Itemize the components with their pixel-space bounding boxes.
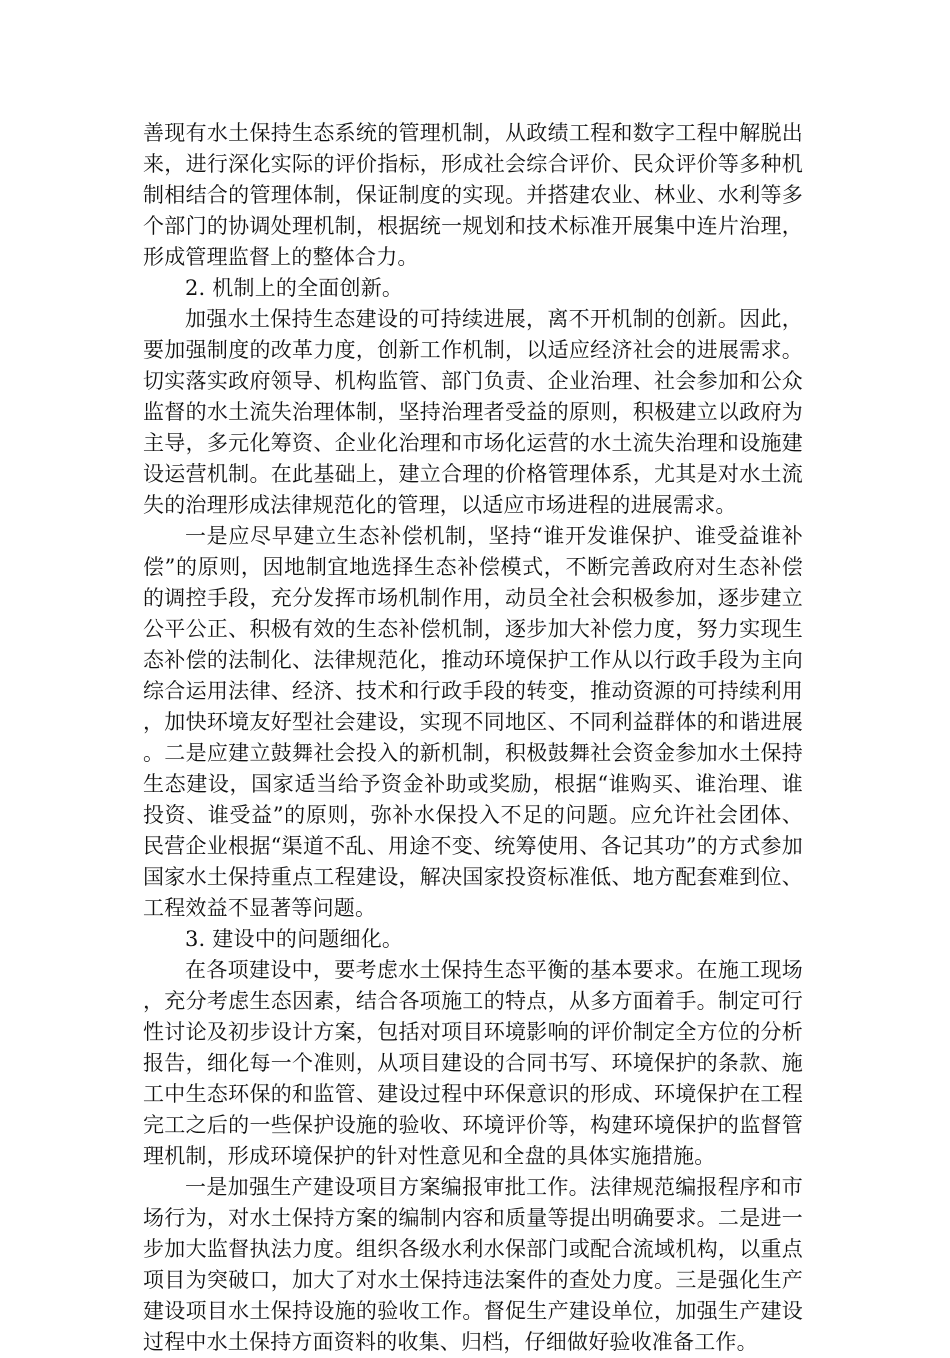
paragraph-mechanism-innovation: 加强水土保持生态建设的可持续进展，离不开机制的创新。因此，要加强制度的改革力度，创新工作机制，以适应经济社会的进展需求。切实落实政府领导、机构监管、部门负责、企业治理、社会参加和公众监督的水土流失治理体制，坚持治理者受益的原则，积极建立以政府为主导，多元化筹资、企业化治理和市场化运营的水土流失治理和设施建设运营机制。在此基础上，建立合理的价格管理体系，尤其是对水土流失的治理形成法律规范化的管理，以适应市场进程的进展需求。 — [143, 307, 803, 517]
paragraph-intro-continuation: 善现有水土保持生态系统的管理机制，从政绩工程和数字工程中解脱出来，进行深化实际的评价指标，形成社会综合评价、民众评价等多种机制相结合的管理体制，保证制度的实现。并搭建农业、林业、水利等多个部门的协调处理机制，根据统一规划和技术标准开展集中连片治理，形成管理监督上的整体合力。 — [143, 121, 803, 269]
paragraph-construction-details: 在各项建设中，要考虑水土保持生态平衡的基本要求。在施工现场，充分考虑生态因素，结合各项施工的特点，从多方面着手。制定可行性讨论及初步设计方案，包括对项目环境影响的评价制定全方位的分析报告，细化每一个准则，从项目建设的合同书写、环境保护的条款、施工中生态环保的和监管、建设过程中环保意识的形成、环境保护在工程完工之后的一些保护设施的验收、环境评价等，构建环境保护的监督管理机制，形成环境保护的针对性意见和全盘的具体实施措施。 — [143, 958, 803, 1168]
section-heading-2: 2. 机制上的全面创新。 — [185, 276, 404, 300]
paragraph-project-approval: 一是加强生产建设项目方案编报审批工作。法律规范编报程序和市场行为，对水土保持方案的编制内容和质量等提出明确要求。二是进一步加大监督执法力度。组织各级水利水保部门或配合流域机构，以重点项目为突破口，加大了对水土保持违法案件的查处力度。三是强化生产建设项目水土保持设施的验收工作。督促生产建设单位，加强生产建设过程中水土保持方面资料的收集、归档，仔细做好验收准备工作。 — [143, 1175, 803, 1354]
document-body — [143, 118, 803, 1358]
paragraph-eco-compensation: 一是应尽早建立生态补偿机制，坚持“谁开发谁保护、谁受益谁补偿”的原则，因地制宜地选择生态补偿模式，不断完善政府对生态补偿的调控手段，充分发挥市场机制作用，动员全社会积极参加，逐步建立公平公正、积极有效的生态补偿机制，逐步加大补偿力度，努力实现生态补偿的法制化、法律规范化，推动环境保护工作从以行政手段为主向综合运用法律、经济、技术和行政手段的转变，推动资源的可持续利用，加快环境友好型社会建设，实现不同地区、不同利益群体的和谐进展。二是应建立鼓舞社会投入的新机制，积极鼓舞社会资金参加水土保持生态建设，国家适当给予资金补助或奖励，根据“谁购买、谁治理、谁投资、谁受益”的原则，弥补水保投入不足的问题。应允许社会团体、民营企业根据“渠道不乱、用途不变、统筹使用、各记其功”的方式参加国家水土保持重点工程建设，解决国家投资标准低、地方配套难到位、工程效益不显著等问题。 — [143, 524, 803, 920]
section-heading-3: 3. 建设中的问题细化。 — [185, 927, 404, 951]
